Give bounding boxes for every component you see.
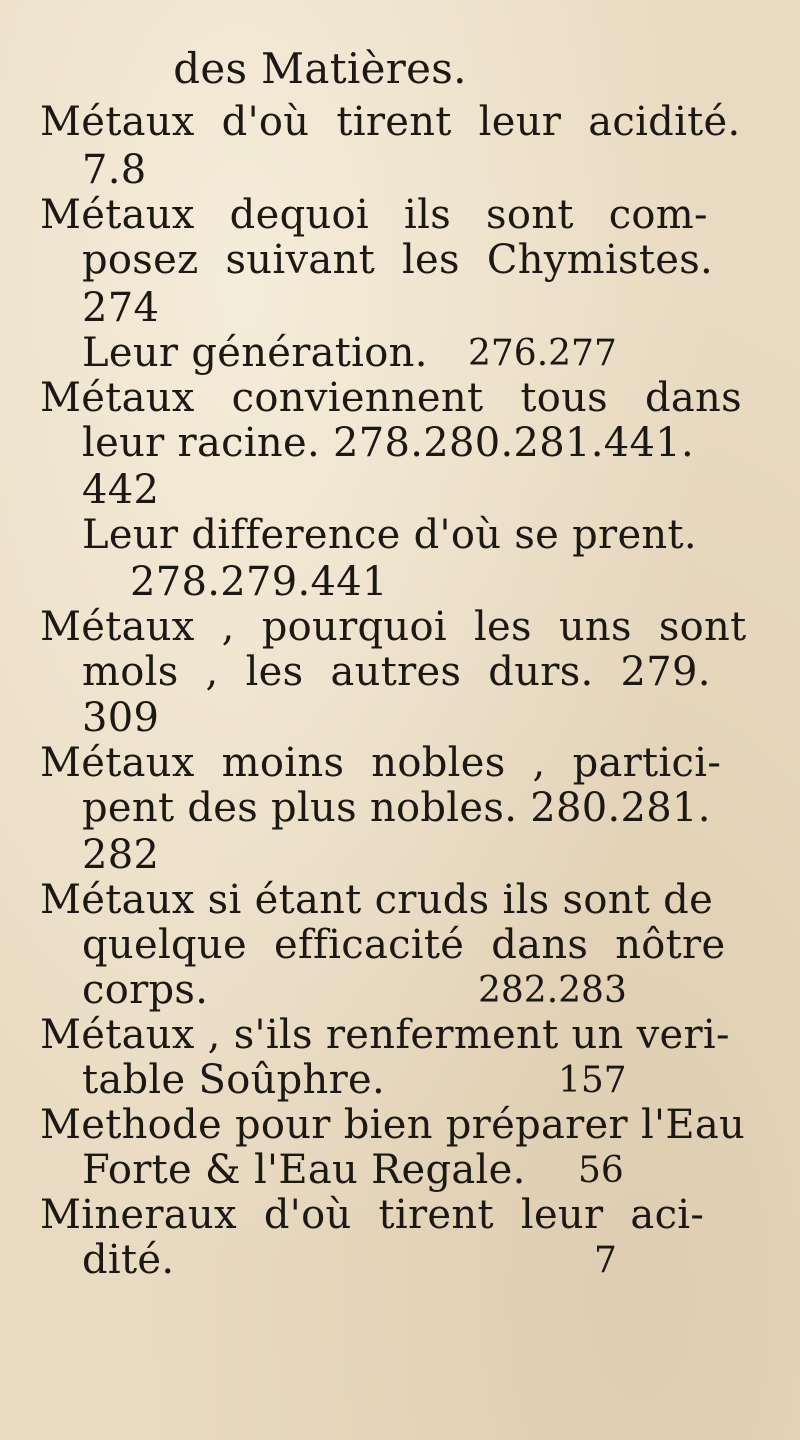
index-entry-line: Métaux dequoi ils sont com-	[40, 192, 708, 238]
index-page-refs: 442	[82, 467, 160, 513]
index-page-refs: 278.279.441	[130, 559, 388, 605]
index-entry-line: Métaux , pourquoi les uns sont	[40, 604, 747, 650]
index-entry-line: Leur difference d'où se prent.	[82, 512, 697, 558]
index-page-refs: 7.8	[82, 147, 147, 193]
index-entry-line: Métaux , s'ils renferment un veri-	[40, 1012, 730, 1058]
index-page-refs: 276.277	[468, 333, 617, 374]
index-entry-line: Métaux moins nobles , partici-	[40, 740, 722, 786]
index-entry-line: dité.	[82, 1237, 175, 1283]
index-entry-line: mols , les autres durs. 279.	[82, 649, 711, 695]
index-entry-line: Mineraux d'où tirent leur aci-	[40, 1192, 705, 1238]
index-entry-line: Leur génération.	[82, 330, 428, 376]
index-entry-line: Methode pour bien préparer l'Eau	[40, 1102, 746, 1148]
index-page-refs: 7	[594, 1240, 617, 1281]
index-page-refs: 157	[558, 1060, 627, 1101]
index-page-refs: 282.283	[478, 970, 627, 1011]
index-entry-line: posez suivant les Chymistes.	[82, 237, 714, 283]
index-entry-line: Métaux d'où tirent leur acidité.	[40, 99, 741, 145]
index-page-refs: 282	[82, 832, 160, 878]
index-entry-line: corps.	[82, 967, 209, 1013]
index-page-refs: 274	[82, 285, 160, 331]
index-entry-line: Métaux si étant cruds ils sont de	[40, 877, 714, 923]
running-head: des Matières.	[173, 44, 467, 93]
index-entry-line: Métaux conviennent tous dans	[40, 375, 742, 421]
index-entry-line: table Soûphre.	[82, 1057, 386, 1103]
index-page-refs: 309	[82, 695, 160, 741]
index-entry-line: Forte & l'Eau Regale.	[82, 1147, 526, 1193]
index-page-refs: 56	[578, 1150, 624, 1191]
index-entry-line: quelque efficacité dans nôtre	[82, 922, 726, 968]
index-entry-line: pent des plus nobles. 280.281.	[82, 785, 711, 831]
index-entry-line: leur racine. 278.280.281.441.	[82, 420, 695, 466]
